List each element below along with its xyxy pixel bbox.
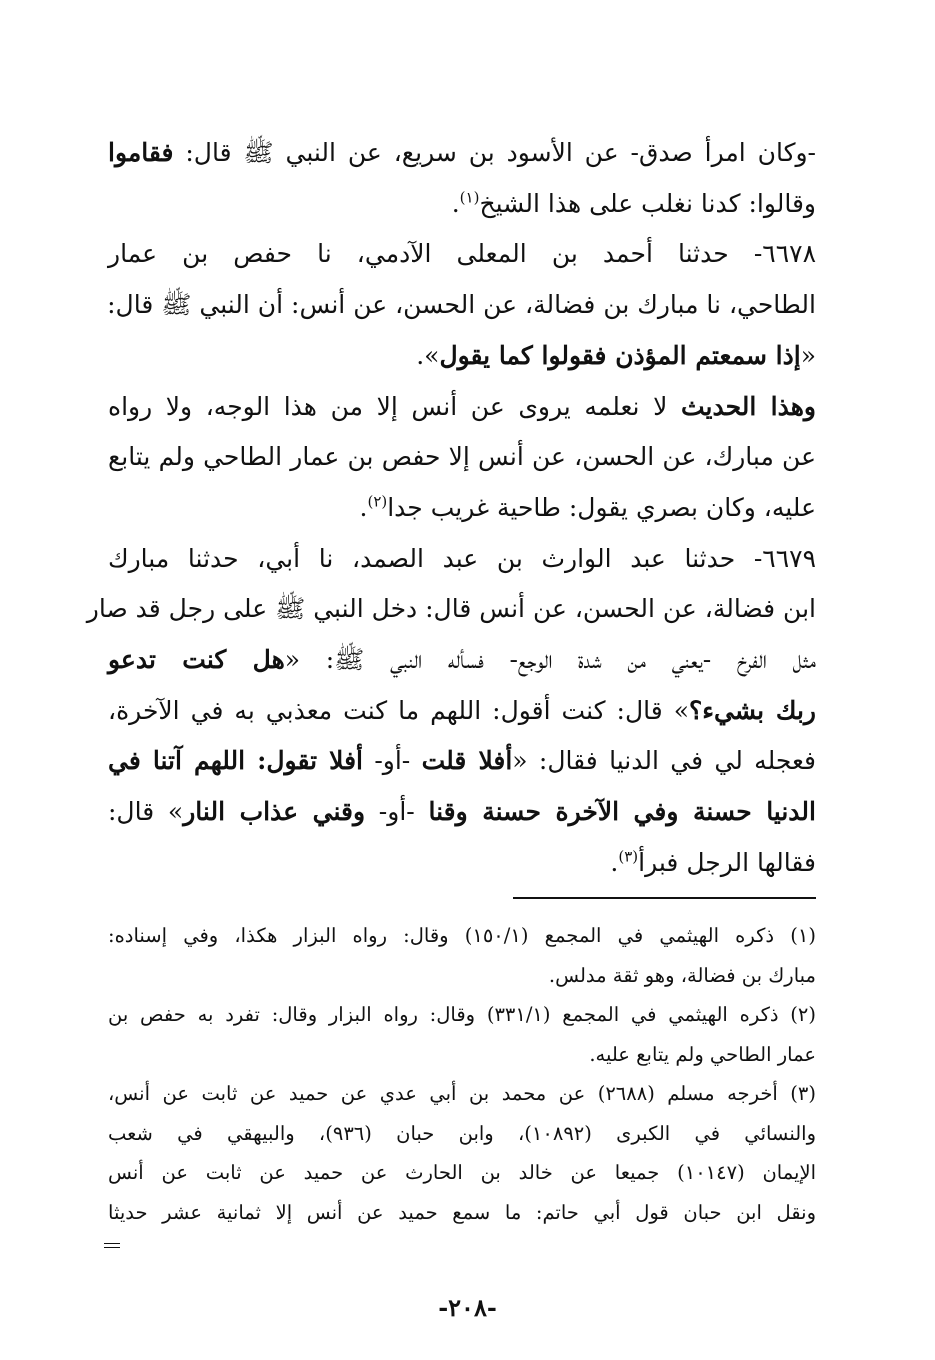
text-run: عن مبارك، عن الحسن، عن أنس إلا حفص بن عمار الطاحي ولم يتابع (108, 442, 816, 472)
body-line-6 (108, 382, 816, 432)
body-line-3 (108, 229, 816, 279)
text-run: (١) ذكره الهيثمي في المجمع (١٥٠/١) وقال: رواه البزار هكذا، وفي إسناده: (108, 924, 816, 947)
text-run: وقالوا: كدنا نغلب على هذا الشيخ (479, 188, 816, 218)
text-run: عمار الطاحي ولم يتابع عليه. (589, 1042, 816, 1066)
body-line-10 (86, 584, 816, 634)
text-run: فعجله لي في الدنيا فقال: « (512, 746, 816, 776)
page-number: -٢٠٨- (438, 1293, 497, 1322)
body-line-2 (108, 179, 816, 229)
text-run: (٣) أخرجه مسلم (٢٦٨٨) عن محمد بن أبي عدي عن حميد عن ثابت عن أنس، (108, 1082, 816, 1105)
text-run: ابن فضالة، عن الحسن، عن أنس قال: دخل النبي ﷺ على رجل قد صار (86, 594, 816, 624)
text-run: عليه، وكان بصري يقول: طاحية غريب جدا (387, 492, 816, 522)
text-run: ونقل ابن حبان قول أبي حاتم: ما سمع حميد عن أنس إلا ثمانية عشر حديثا (108, 1200, 816, 1224)
text-run: لا نعلمه يروى عن أنس إلا من هذا الوجه، ولا رواه (108, 391, 681, 421)
text-run: . (610, 847, 619, 877)
text-run: ». (416, 340, 440, 370)
text-run: ٦٦٧٩- حدثنا عبد الوارث بن عبد الصمد، نا أبي، حدثنا مبارك (108, 543, 816, 573)
text-run: -وكان امرأ صدق- عن الأسود بن سريع، عن النبي ﷺ قال: (173, 138, 816, 167)
continuation-mark (104, 1243, 120, 1244)
body-line-12 (108, 686, 816, 736)
text-run: مثل الفرخ -يعني من شدة الوجع- فسأله النبي ﷺ: « (284, 645, 817, 674)
footnote-line-2 (108, 957, 816, 995)
bold-text: فقاموا (108, 138, 174, 167)
bold-text: الدنيا حسنة وفي الآخرة حسنة وقنا (428, 797, 816, 827)
bold-text: وهذا الحديث (680, 391, 816, 421)
footnote-line-7 (108, 1154, 816, 1192)
body-line-14 (108, 787, 816, 837)
footnote-line-5 (108, 1075, 816, 1113)
bold-text: ربك بشيء؟ (689, 695, 816, 725)
footnote-line-8 (108, 1194, 816, 1232)
body-line-5 (108, 331, 816, 381)
text-run: فقالها الرجل فبرأ (638, 847, 816, 877)
body-line-15 (108, 838, 816, 888)
bold-text: وقني عذاب النار (183, 797, 366, 827)
continuation-mark-2 (104, 1247, 120, 1248)
footnote-ref: (١) (459, 188, 480, 207)
text-run: (٢) ذكره الهيثمي في المجمع (٣٣١/١) وقال: رواه البزار وقال: تفرد به حفص بن (108, 1003, 816, 1026)
footnote-line-1 (108, 917, 816, 955)
text-run: -أو- (362, 746, 422, 776)
bold-text: إذا سمعتم المؤذن فقولوا كما يقول (439, 340, 801, 370)
bold-text: هل كنت تدعو (108, 645, 285, 674)
footnote-line-4 (108, 1036, 816, 1074)
text-run: -أو- (365, 797, 429, 827)
text-run: » قال: كنت أقول: اللهم ما كنت معذبي به في الآخرة، (108, 695, 690, 725)
text-run: مبارك بن فضالة، وهو ثقة مدلس. (548, 963, 816, 987)
text-run: . (451, 188, 460, 218)
text-run: . (359, 492, 368, 522)
body-line-8 (108, 483, 816, 533)
footnote-line-3 (108, 996, 816, 1034)
text-run: الإيمان (١٠١٤٧) جميعا عن خالد بن الحارث عن حميد عن ثابت عن أنس (108, 1161, 816, 1184)
bold-text: أفلا قلت (421, 746, 513, 776)
footnote-ref: (٢) (367, 492, 388, 511)
bold-text: أفلا تقول: اللهم آتنا في (108, 746, 363, 776)
body-line-7 (108, 432, 816, 482)
footnote-line-6 (108, 1115, 816, 1153)
body-line-9 (108, 534, 816, 584)
body-line-4 (108, 280, 816, 330)
footnote-separator (513, 897, 816, 899)
text-run: الطاحي، نا مبارك بن فضالة، عن الحسن، عن أنس: أن النبي ﷺ قال: (107, 290, 816, 320)
text-run: « (800, 340, 816, 370)
body-line-13 (108, 736, 816, 786)
text-run: ٦٦٧٨- حدثنا أحمد بن المعلى الآدمي، نا حفص بن عمار (108, 239, 816, 269)
body-line-11 (108, 635, 816, 685)
text-run: والنسائي في الكبرى (١٠٨٩٢)، وابن حبان (٩٣٦)، والبيهقي في شعب (108, 1121, 816, 1145)
footnote-ref: (٣) (618, 847, 639, 866)
text-run: » قال: (108, 797, 184, 827)
body-line-1 (108, 128, 816, 178)
